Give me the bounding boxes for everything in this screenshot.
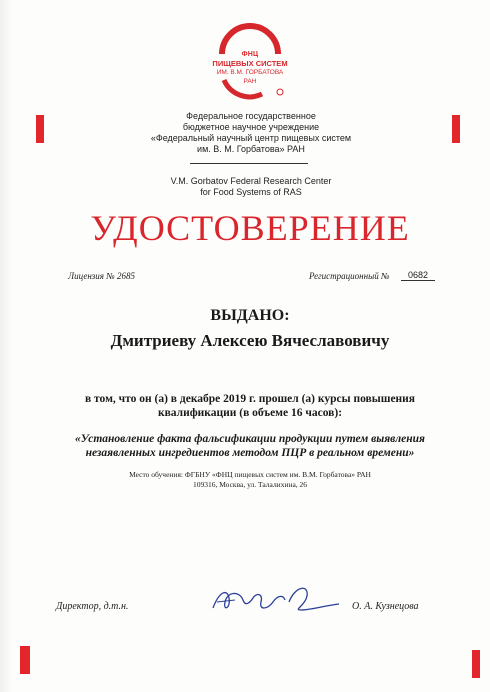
header-divider — [190, 163, 308, 164]
institution-line: бюджетное научное учреждение — [182, 122, 320, 132]
institution-en-line: V.M. Gorbatov Federal Research Center — [170, 176, 332, 186]
logo-line-4: РАН — [243, 78, 257, 85]
institution-name-en — [120, 176, 382, 198]
director-name: О. А. Кузнецова — [352, 601, 419, 612]
statement-line: в том, что он (а) в декабре 2019 г. прошел (а) курсы повышения — [84, 393, 416, 405]
course-line: незаявленных ингредиентов методом ПЦР в реальном времени» — [85, 447, 415, 459]
institution-line: «Федеральный научный центр пищевых систем — [150, 133, 352, 143]
certificate-title: УДОСТОВЕРЕНИЕ — [90, 208, 410, 248]
issued-label: ВЫДАНО: — [210, 307, 290, 324]
place-line: Место обучения: ФГБНУ «ФНЦ пищевых систем им. В.М. Горбатова» РАН — [129, 470, 371, 479]
signature-icon — [205, 580, 345, 620]
institution-name-ru — [120, 111, 382, 155]
registration-label: Регистрационный № — [309, 271, 390, 281]
red-bar-left-top — [36, 115, 44, 143]
place-line: 109316, Москва, ул. Талалихина, 26 — [192, 480, 308, 489]
statement-text — [50, 392, 450, 420]
recipient-name: Дмитриеву Алексею Вячеславовичу — [110, 331, 390, 350]
statement-line: квалификации (в объеме 16 часов): — [157, 407, 343, 419]
institution-en-line: for Food Systems of RAS — [200, 187, 302, 197]
logo-line-1: ФНЦ — [241, 51, 259, 58]
director-title: Директор, д.т.н. — [56, 601, 129, 612]
red-bar-right-bottom — [472, 650, 480, 678]
logo-line-3: ИМ. В.М. ГОРБАТОВА — [216, 69, 284, 76]
license-number: Лицензия № 2685 — [68, 271, 135, 281]
page-edge-shadow — [0, 0, 12, 692]
study-place — [60, 470, 440, 490]
logo-line-2: ПИЩЕВЫХ СИСТЕМ — [212, 59, 288, 68]
red-bar-left-bottom — [20, 646, 30, 674]
institution-line: им. В. М. Горбатова» РАН — [197, 144, 305, 154]
institution-line: Федеральное государственное — [186, 111, 316, 121]
registration-number: 0682 — [401, 270, 435, 281]
course-title — [44, 432, 456, 460]
logo-text — [200, 50, 300, 86]
red-bar-right-top — [452, 115, 460, 143]
institution-logo — [200, 20, 300, 102]
course-line: «Установление факта фальсификации продукции путем выявления — [75, 433, 425, 445]
